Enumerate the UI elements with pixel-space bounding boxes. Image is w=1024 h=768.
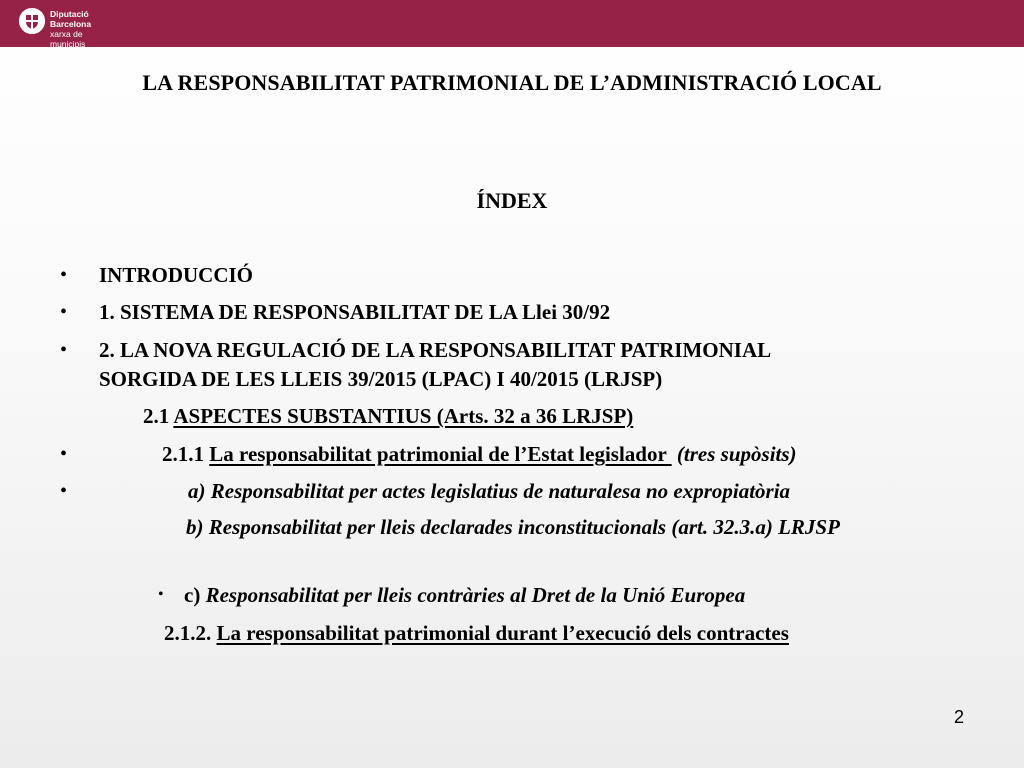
item-c-prefix: c): [184, 583, 206, 607]
item-c: [184, 581, 745, 609]
logo-line-3: xarxa de municipis: [50, 29, 86, 49]
item-2-1-1-suffix: (tres supòsits): [676, 442, 797, 466]
item-b: b) Responsabilitat per lleis declarades inconstitucionals (art. 32.3.a) LRJSP: [186, 515, 840, 539]
bullet-icon: •: [60, 443, 68, 465]
item-2-1-2: [164, 619, 789, 647]
bullet-icon: •: [60, 301, 68, 323]
index-heading: ÍNDEX: [476, 188, 548, 213]
item-2-1-text: ASPECTES SUBSTANTIUS (Arts. 32 a 36 LRJSP): [173, 404, 634, 428]
logo-line-2: Barcelona: [50, 19, 92, 29]
slide-title: LA RESPONSABILITAT PATRIMONIAL DE L’ADMINISTRACIÓ LOCAL: [142, 70, 882, 95]
item-2-1: [143, 402, 633, 430]
bullet-icon: •: [60, 339, 68, 361]
item-a: a) Responsabilitat per actes legislatius de naturalesa no expropiatòria: [188, 479, 791, 503]
item-2-line-1: 2. LA NOVA REGULACIÓ DE LA RESPONSABILITAT PATRIMONIAL: [99, 338, 772, 362]
item-intro: INTRODUCCIÓ: [99, 263, 254, 287]
item-2-line-2: SORGIDA DE LES LLEIS 39/2015 (LPAC) I 40/2015 (LRJSP): [99, 367, 663, 391]
header-bar: [0, 0, 1024, 47]
item-1: 1. SISTEMA DE RESPONSABILITAT DE LA Llei 30/92: [99, 300, 611, 324]
bullet-icon: •: [60, 264, 68, 286]
logo-line-1: Diputació: [50, 9, 89, 19]
bullet-icon: •: [60, 480, 68, 502]
bullet-icon: •: [158, 586, 164, 603]
item-2-1-number: 2.1: [143, 404, 174, 428]
item-2-1-2-number: 2.1.2.: [164, 621, 217, 645]
item-2-1-1: [162, 440, 797, 468]
coat-of-arms-icon: [19, 8, 45, 34]
item-2-1-1-text: La responsabilitat patrimonial de l’Estat legislador: [209, 442, 672, 466]
item-2-1-1-number: 2.1.1: [162, 442, 210, 466]
page-number: 2: [953, 707, 964, 727]
item-2-1-2-text: La responsabilitat patrimonial durant l’execució dels contractes: [216, 621, 789, 645]
item-c-text: Responsabilitat per lleis contràries al Dret de la Unió Europea: [205, 583, 746, 607]
